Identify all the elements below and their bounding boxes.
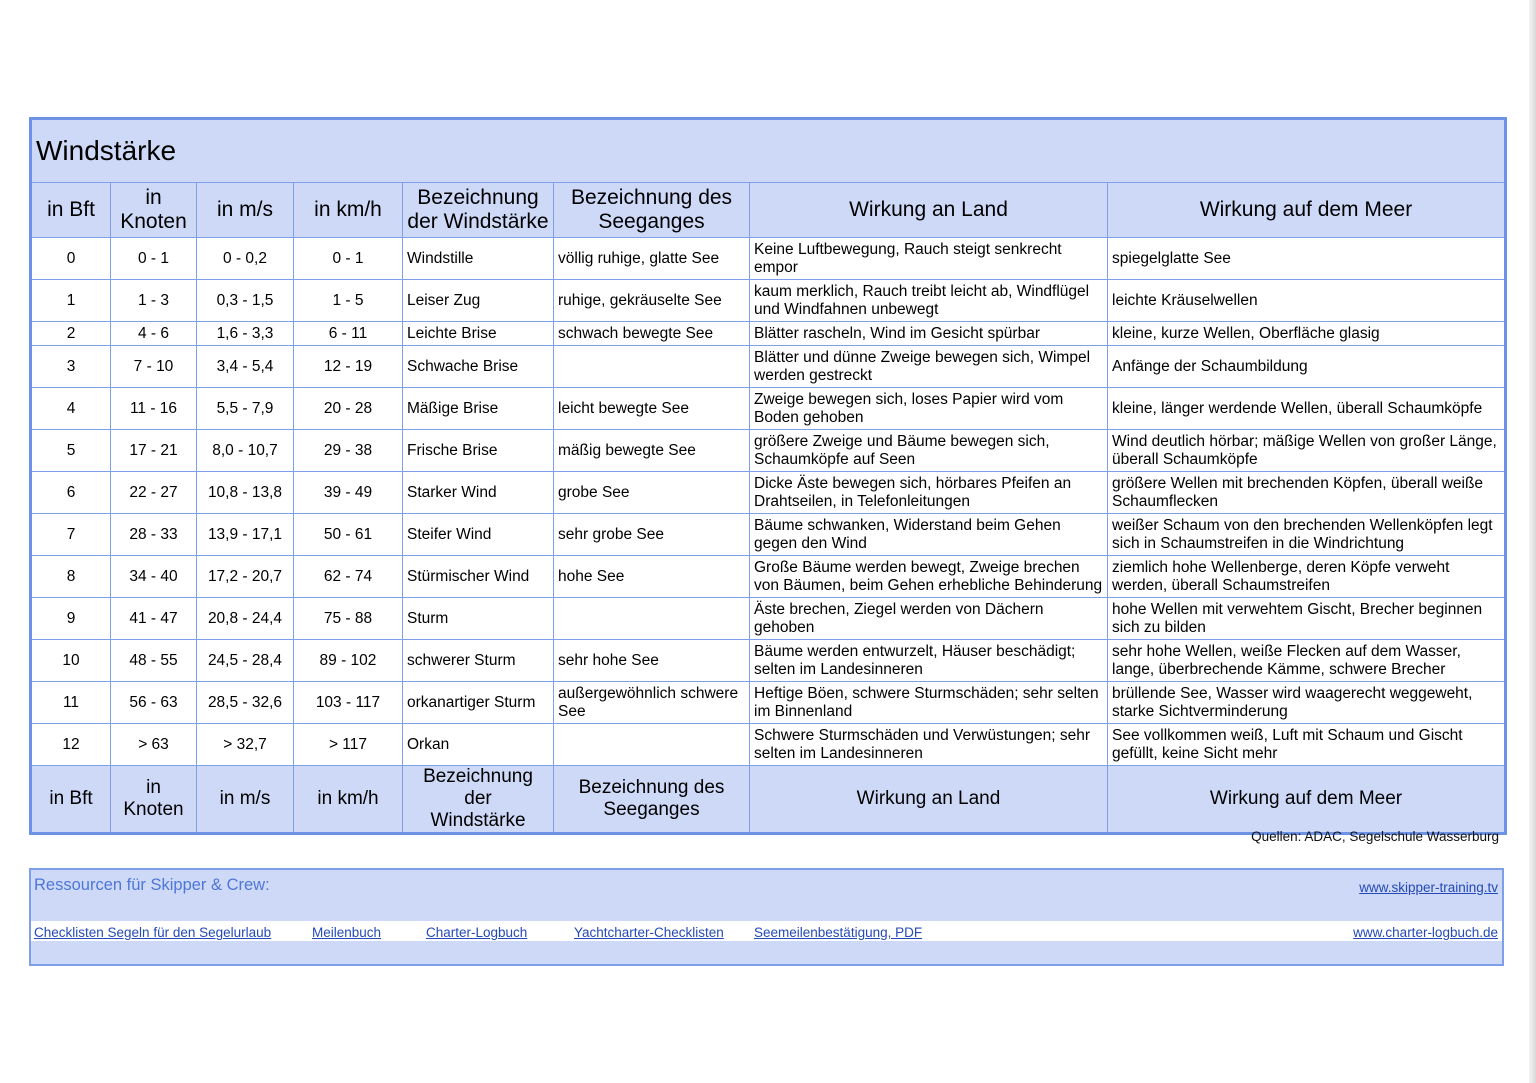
footer-line: in Bft bbox=[49, 788, 93, 809]
cell-land: Bäume werden entwurzelt, Häuser beschädigt; selten im Landesinneren bbox=[750, 640, 1108, 682]
cell-bft: 7 bbox=[31, 514, 111, 556]
cell-meer: See vollkommen weiß, Luft mit Schaum und Gischt gefüllt, keine Sicht mehr bbox=[1108, 724, 1506, 766]
cell-kmh: 50 - 61 bbox=[294, 514, 403, 556]
column-header-row bbox=[31, 183, 1506, 238]
footer-land bbox=[750, 766, 1108, 834]
cell-bft: 12 bbox=[31, 724, 111, 766]
cell-ms: 0 - 0,2 bbox=[197, 238, 294, 280]
cell-kmh: 29 - 38 bbox=[294, 430, 403, 472]
cell-land: kaum merklich, Rauch treibt leicht ab, Windflügel und Windfahnen unbewegt bbox=[750, 280, 1108, 322]
table-row bbox=[31, 430, 1506, 472]
cell-see bbox=[554, 346, 750, 388]
header-see bbox=[554, 183, 750, 238]
cell-kmh: 12 - 19 bbox=[294, 346, 403, 388]
cell-see: grobe See bbox=[554, 472, 750, 514]
table-row bbox=[31, 514, 1506, 556]
header-line: Wirkung an Land bbox=[849, 198, 1008, 221]
cell-wind: Stürmischer Wind bbox=[403, 556, 554, 598]
table-row bbox=[31, 280, 1506, 322]
table-body bbox=[31, 238, 1506, 766]
header-line: Knoten bbox=[120, 210, 187, 233]
cell-see: völlig ruhige, glatte See bbox=[554, 238, 750, 280]
header-line: Bezeichnung des bbox=[570, 186, 733, 209]
cell-wind: Sturm bbox=[403, 598, 554, 640]
cell-meer: Anfänge der Schaumbildung bbox=[1108, 346, 1506, 388]
cell-ms: > 32,7 bbox=[197, 724, 294, 766]
cell-knoten: 41 - 47 bbox=[111, 598, 197, 640]
resources-box bbox=[29, 868, 1504, 966]
cell-wind: schwerer Sturm bbox=[403, 640, 554, 682]
cell-meer: ziemlich hohe Wellenberge, deren Köpfe verweht werden, überall Schaumstreifen bbox=[1108, 556, 1506, 598]
header-line: der Windstärke bbox=[407, 210, 549, 233]
cell-land: Heftige Böen, schwere Sturmschäden; sehr selten im Binnenland bbox=[750, 682, 1108, 724]
cell-land: Blätter und dünne Zweige bewegen sich, Wimpel werden gestreckt bbox=[750, 346, 1108, 388]
cell-bft: 1 bbox=[31, 280, 111, 322]
footer-knoten bbox=[111, 766, 197, 834]
resource-link[interactable]: Checklisten Segeln für den Segelurlaub bbox=[34, 925, 272, 940]
cell-meer: hohe Wellen mit verwehtem Gischt, Brecher beginnen sich zu bilden bbox=[1108, 598, 1506, 640]
cell-wind: orkanartiger Sturm bbox=[403, 682, 554, 724]
table-header bbox=[31, 119, 1506, 238]
table-row bbox=[31, 724, 1506, 766]
scrollbar-edge[interactable] bbox=[1529, 0, 1536, 1083]
cell-ms: 10,8 - 13,8 bbox=[197, 472, 294, 514]
cell-land: Große Bäume werden bewegt, Zweige brechen von Bäumen, beim Gehen erhebliche Behinderung bbox=[750, 556, 1108, 598]
footer-line: Seeganges bbox=[603, 799, 700, 820]
cell-wind: Leiser Zug bbox=[403, 280, 554, 322]
cell-kmh: > 117 bbox=[294, 724, 403, 766]
table-title: Windstärke bbox=[31, 119, 1506, 183]
footer-line: Bezeichnung des bbox=[578, 777, 725, 798]
cell-kmh: 20 - 28 bbox=[294, 388, 403, 430]
header-line: Bezeichnung bbox=[417, 186, 539, 209]
header-line: in Bft bbox=[47, 198, 95, 221]
cell-bft: 5 bbox=[31, 430, 111, 472]
cell-land: Dicke Äste bewegen sich, hörbares Pfeifen an Drahtseilen, in Telefonleitungen bbox=[750, 472, 1108, 514]
cell-see: außergewöhnlich schwere See bbox=[554, 682, 750, 724]
charter-logbuch-link[interactable]: www.charter-logbuch.de bbox=[1353, 925, 1498, 940]
cell-kmh: 0 - 1 bbox=[294, 238, 403, 280]
cell-knoten: 56 - 63 bbox=[111, 682, 197, 724]
cell-meer: kleine, länger werdende Wellen, überall Schaumköpfe bbox=[1108, 388, 1506, 430]
table-row bbox=[31, 322, 1506, 346]
resource-link[interactable]: Charter-Logbuch bbox=[426, 925, 528, 940]
skipper-training-link[interactable]: www.skipper-training.tv bbox=[1359, 880, 1498, 895]
header-line: in bbox=[145, 186, 162, 209]
table-row bbox=[31, 346, 1506, 388]
footer-line: in m/s bbox=[219, 788, 271, 809]
header-land bbox=[750, 183, 1108, 238]
cell-land: Zweige bewegen sich, loses Papier wird vom Boden gehoben bbox=[750, 388, 1108, 430]
footer-line: Wirkung auf dem Meer bbox=[1209, 788, 1403, 809]
cell-ms: 20,8 - 24,4 bbox=[197, 598, 294, 640]
cell-land: größere Zweige und Bäume bewegen sich, Schaumköpfe auf Seen bbox=[750, 430, 1108, 472]
cell-bft: 2 bbox=[31, 322, 111, 346]
cell-bft: 11 bbox=[31, 682, 111, 724]
footer-line: Wirkung an Land bbox=[856, 788, 1001, 809]
cell-wind: Mäßige Brise bbox=[403, 388, 554, 430]
table-footer bbox=[31, 766, 1506, 834]
footer-line: Windstärke bbox=[430, 810, 526, 831]
footer-wind bbox=[403, 766, 554, 834]
table-row bbox=[31, 682, 1506, 724]
footer-line: in Knoten bbox=[123, 777, 184, 820]
column-footer-row bbox=[31, 766, 1506, 834]
resources-title: Ressourcen für Skipper & Crew: bbox=[34, 876, 270, 894]
cell-bft: 4 bbox=[31, 388, 111, 430]
header-ms bbox=[197, 183, 294, 238]
cell-ms: 0,3 - 1,5 bbox=[197, 280, 294, 322]
header-wind bbox=[403, 183, 554, 238]
cell-knoten: 7 - 10 bbox=[111, 346, 197, 388]
cell-knoten: 28 - 33 bbox=[111, 514, 197, 556]
cell-ms: 13,9 - 17,1 bbox=[197, 514, 294, 556]
cell-bft: 3 bbox=[31, 346, 111, 388]
cell-wind: Starker Wind bbox=[403, 472, 554, 514]
cell-land: Blätter rascheln, Wind im Gesicht spürbar bbox=[750, 322, 1108, 346]
cell-see: schwach bewegte See bbox=[554, 322, 750, 346]
cell-knoten: 0 - 1 bbox=[111, 238, 197, 280]
cell-wind: Schwache Brise bbox=[403, 346, 554, 388]
cell-knoten: 34 - 40 bbox=[111, 556, 197, 598]
cell-ms: 3,4 - 5,4 bbox=[197, 346, 294, 388]
header-line: Seeganges bbox=[598, 210, 705, 233]
footer-bft bbox=[31, 766, 111, 834]
cell-kmh: 89 - 102 bbox=[294, 640, 403, 682]
sources-note: Quellen: ADAC, Segelschule Wasserburg bbox=[1251, 829, 1499, 844]
cell-wind: Windstille bbox=[403, 238, 554, 280]
cell-see: sehr hohe See bbox=[554, 640, 750, 682]
cell-bft: 9 bbox=[31, 598, 111, 640]
cell-ms: 28,5 - 32,6 bbox=[197, 682, 294, 724]
cell-knoten: 11 - 16 bbox=[111, 388, 197, 430]
cell-meer: spiegelglatte See bbox=[1108, 238, 1506, 280]
wind-scale-table bbox=[29, 117, 1507, 835]
cell-ms: 5,5 - 7,9 bbox=[197, 388, 294, 430]
header-line: in km/h bbox=[314, 198, 382, 221]
footer-meer bbox=[1108, 766, 1506, 834]
cell-knoten: > 63 bbox=[111, 724, 197, 766]
table-row bbox=[31, 388, 1506, 430]
header-knoten bbox=[111, 183, 197, 238]
cell-meer: kleine, kurze Wellen, Oberfläche glasig bbox=[1108, 322, 1506, 346]
cell-see: hohe See bbox=[554, 556, 750, 598]
footer-line: Bezeichnung der bbox=[423, 766, 533, 809]
cell-kmh: 103 - 117 bbox=[294, 682, 403, 724]
cell-land: Bäume schwanken, Widerstand beim Gehen gegen den Wind bbox=[750, 514, 1108, 556]
header-kmh bbox=[294, 183, 403, 238]
cell-meer: größere Wellen mit brechenden Köpfen, überall weiße Schaumflecken bbox=[1108, 472, 1506, 514]
header-bft bbox=[31, 183, 111, 238]
cell-kmh: 75 - 88 bbox=[294, 598, 403, 640]
cell-see: mäßig bewegte See bbox=[554, 430, 750, 472]
footer-kmh bbox=[294, 766, 403, 834]
resource-link[interactable]: Yachtcharter-Checklisten bbox=[574, 925, 724, 940]
cell-land: Schwere Sturmschäden und Verwüstungen; sehr selten im Landesinneren bbox=[750, 724, 1108, 766]
cell-kmh: 6 - 11 bbox=[294, 322, 403, 346]
cell-see bbox=[554, 598, 750, 640]
cell-wind: Frische Brise bbox=[403, 430, 554, 472]
cell-meer: weißer Schaum von den brechenden Wellenköpfen legt sich in Schaumstreifen in die Windrichtung bbox=[1108, 514, 1506, 556]
header-line: Wirkung auf dem Meer bbox=[1199, 198, 1413, 221]
cell-wind: Steifer Wind bbox=[403, 514, 554, 556]
cell-knoten: 1 - 3 bbox=[111, 280, 197, 322]
cell-ms: 8,0 - 10,7 bbox=[197, 430, 294, 472]
resources-bottom-band bbox=[31, 941, 1502, 964]
header-line: in m/s bbox=[216, 198, 273, 221]
footer-ms bbox=[197, 766, 294, 834]
cell-kmh: 1 - 5 bbox=[294, 280, 403, 322]
table-row bbox=[31, 640, 1506, 682]
cell-meer: sehr hohe Wellen, weiße Flecken auf dem Wasser, lange, überbrechende Kämme, schwere Brecher bbox=[1108, 640, 1506, 682]
cell-kmh: 62 - 74 bbox=[294, 556, 403, 598]
cell-ms: 24,5 - 28,4 bbox=[197, 640, 294, 682]
resources-links-row bbox=[31, 921, 1502, 941]
header-meer bbox=[1108, 183, 1506, 238]
cell-knoten: 17 - 21 bbox=[111, 430, 197, 472]
cell-knoten: 4 - 6 bbox=[111, 322, 197, 346]
footer-see bbox=[554, 766, 750, 834]
cell-bft: 10 bbox=[31, 640, 111, 682]
cell-land: Keine Luftbewegung, Rauch steigt senkrecht empor bbox=[750, 238, 1108, 280]
cell-kmh: 39 - 49 bbox=[294, 472, 403, 514]
cell-wind: Orkan bbox=[403, 724, 554, 766]
table-row bbox=[31, 238, 1506, 280]
table-row bbox=[31, 598, 1506, 640]
resource-link[interactable]: Meilenbuch bbox=[312, 925, 382, 940]
cell-bft: 6 bbox=[31, 472, 111, 514]
cell-bft: 0 bbox=[31, 238, 111, 280]
cell-see bbox=[554, 724, 750, 766]
footer-line: in km/h bbox=[317, 788, 379, 809]
resource-link[interactable]: Seemeilenbestätigung, PDF bbox=[754, 925, 923, 940]
table-row bbox=[31, 556, 1506, 598]
cell-meer: Wind deutlich hörbar; mäßige Wellen von großer Länge, überall Schaumköpfe bbox=[1108, 430, 1506, 472]
cell-knoten: 22 - 27 bbox=[111, 472, 197, 514]
cell-ms: 17,2 - 20,7 bbox=[197, 556, 294, 598]
cell-see: ruhige, gekräuselte See bbox=[554, 280, 750, 322]
cell-knoten: 48 - 55 bbox=[111, 640, 197, 682]
cell-see: sehr grobe See bbox=[554, 514, 750, 556]
cell-bft: 8 bbox=[31, 556, 111, 598]
cell-land: Äste brechen, Ziegel werden von Dächern gehoben bbox=[750, 598, 1108, 640]
cell-see: leicht bewegte See bbox=[554, 388, 750, 430]
cell-ms: 1,6 - 3,3 bbox=[197, 322, 294, 346]
cell-meer: leichte Kräuselwellen bbox=[1108, 280, 1506, 322]
table-row bbox=[31, 472, 1506, 514]
cell-meer: brüllende See, Wasser wird waagerecht weggeweht, starke Sichtverminderung bbox=[1108, 682, 1506, 724]
cell-wind: Leichte Brise bbox=[403, 322, 554, 346]
